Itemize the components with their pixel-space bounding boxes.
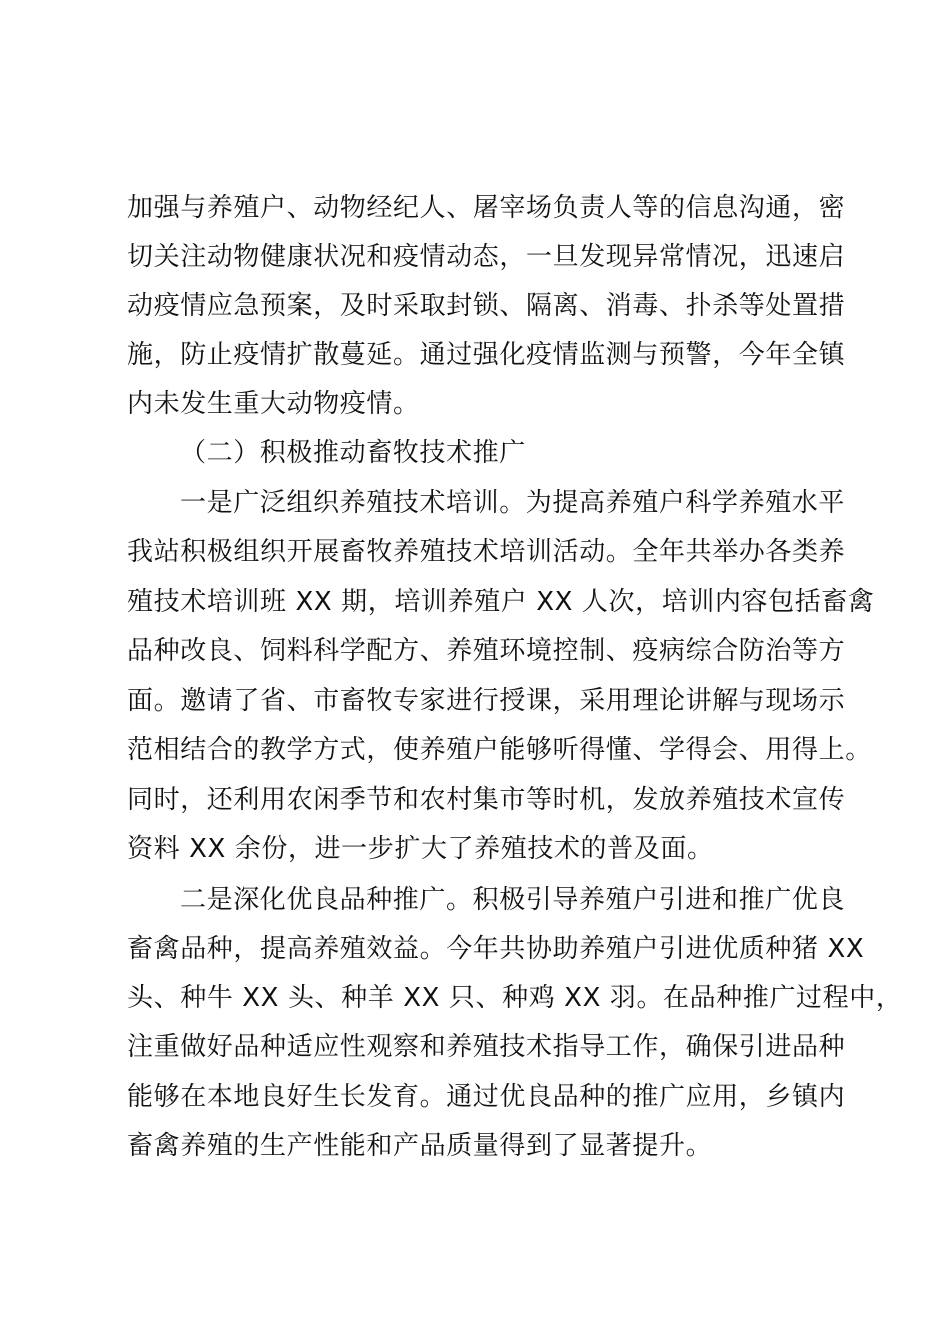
paragraph-line: 面。邀请了省、市畜牧专家进行授课，采用理论讲解与现场示: [127, 686, 846, 716]
paragraph-line: 内未发生重大动物疫情。: [127, 389, 420, 419]
paragraph-line: 动疫情应急预案，及时采取封锁、隔离、消毒、扑杀等处置措: [127, 291, 846, 321]
paragraph-line: 资料 XX 余份，进一步扩大了养殖技术的普及面。: [127, 834, 714, 864]
paragraph-line: 切关注动物健康状况和疫情动态，一旦发现异常情况，迅速启: [127, 242, 846, 272]
paragraph-line: 同时，还利用农闲季节和农村集市等时机，发放养殖技术宣传: [127, 785, 846, 815]
paragraph-line: 范相结合的教学方式，使养殖户能够听得懂、学得会、用得上。: [127, 735, 872, 765]
paragraph-line: 殖技术培训班 XX 期，培训养殖户 XX 人次，培训内容包括畜禽: [127, 587, 875, 617]
paragraph-line: 畜禽品种，提高养殖效益。今年共协助养殖户引进优质种猪 XX: [127, 934, 865, 964]
paragraph-line: 注重做好品种适应性观察和养殖技术指导工作，确保引进品种: [127, 1032, 846, 1062]
paragraph-line: 品种改良、饲料科学配方、养殖环境控制、疫病综合防治等方: [127, 636, 846, 666]
paragraph-line: 二是深化优良品种推广。积极引导养殖户引进和推广优良: [180, 885, 846, 915]
paragraph-line: 施，防止疫情扩散蔓延。通过强化疫情监测与预警，今年全镇: [127, 340, 846, 370]
paragraph-line: 头、种牛 XX 头、种羊 XX 只、种鸡 XX 羽。在品种推广过程中，: [127, 983, 903, 1013]
paragraph-line: 能够在本地良好生长发育。通过优良品种的推广应用，乡镇内: [127, 1082, 846, 1112]
paragraph-line: 一是广泛组织养殖技术培训。为提高养殖户科学养殖水平: [180, 488, 846, 518]
paragraph-line: 畜禽养殖的生产性能和产品质量得到了显著提升。: [127, 1131, 713, 1161]
section-heading: （二）积极推动畜牧技术推广: [180, 438, 526, 468]
paragraph-line: 加强与养殖户、动物经纪人、屠宰场负责人等的信息沟通，密: [127, 193, 846, 223]
paragraph-line: 我站积极组织开展畜牧养殖技术培训活动。全年共举办各类养: [127, 537, 846, 567]
